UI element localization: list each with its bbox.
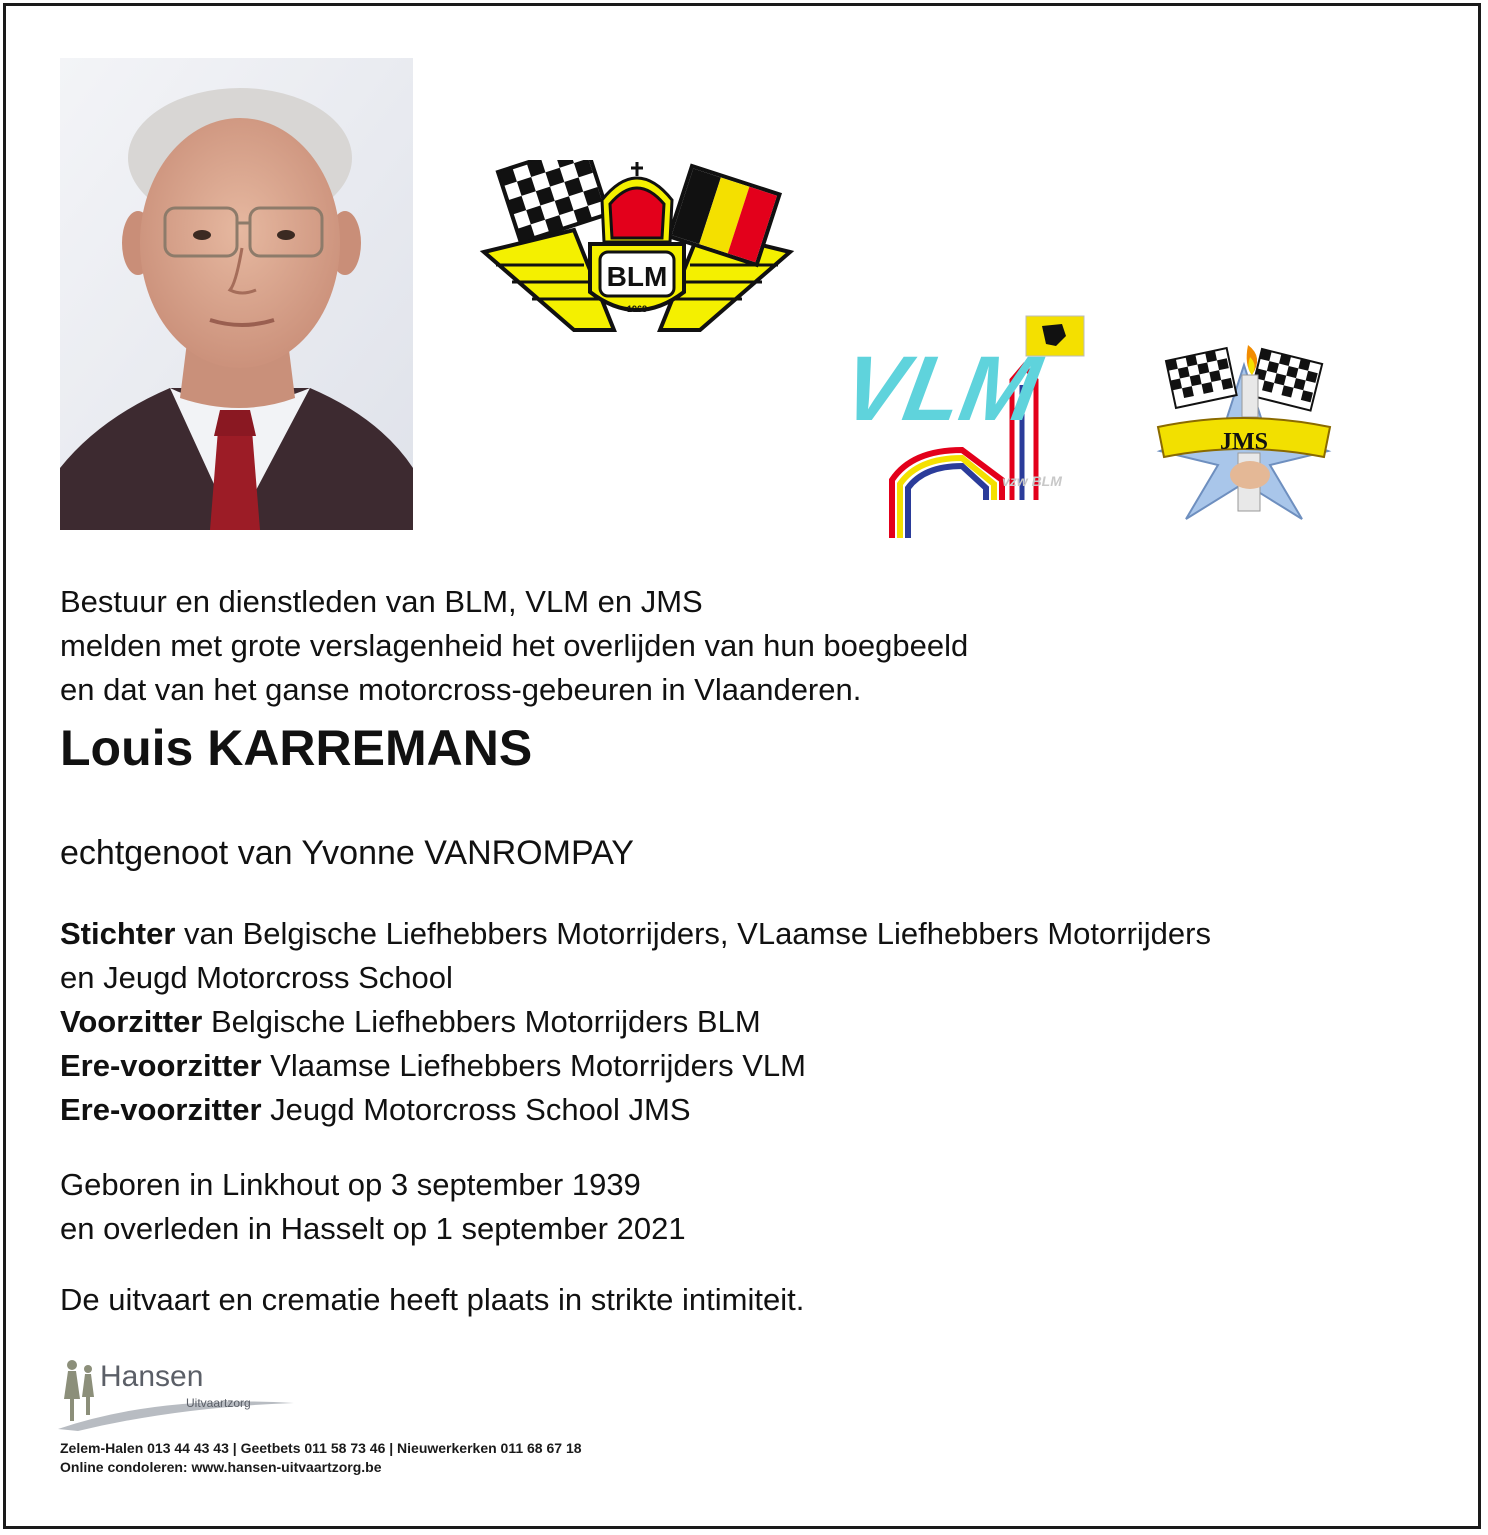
role-line [60,912,1211,956]
intro-line: Bestuur en dienstleden van BLM, VLM en JMS [60,584,703,619]
vlm-logo [852,310,1090,540]
jms-logo [1152,335,1336,521]
funeral-notice: De uitvaart en crematie heeft plaats in strikte intimiteit. [60,1282,805,1317]
deceased-name: Louis KARREMANS [60,720,533,776]
role-text: Vlaamse Liefhebbers Motorrijders VLM [261,1048,806,1083]
contact-phones: Zelem-Halen 013 44 43 43 | Geetbets 011 58 73 46 | Nieuwerkerken 011 68 67 18 [60,1440,582,1456]
death-line: en overleden in Hasselt op 1 september 2021 [60,1211,686,1246]
life-dates [60,1163,686,1251]
role-title: Ere-voorzitter [60,1048,262,1083]
portrait-photo [60,58,413,530]
role-line [60,1088,1211,1132]
birth-line: Geboren in Linkhout op 3 september 1939 [60,1167,641,1202]
role-title: Stichter [60,916,176,951]
role-line [60,1044,1211,1088]
intro-line: melden met grote verslagenheid het overlijden van hun boegbeeld [60,628,969,663]
online-condolences-link[interactable]: Online condoleren: www.hansen-uitvaartzorg.be [60,1459,382,1475]
roles-list [60,912,1211,1132]
blm-logo-year: 1968 [626,304,648,314]
vlm-logo-text: VLM [852,336,1048,440]
undertaker-subtitle: Uitvaartzorg [186,1396,251,1410]
jms-logo-text: JMS [1220,429,1268,455]
role-title: Ere-voorzitter [60,1092,262,1127]
role-text: en Jeugd Motorcross School [60,960,453,995]
blm-logo-text: BLM [606,261,668,292]
blm-logo [474,160,800,332]
undertaker-contact [60,1439,582,1477]
role-title: Voorzitter [60,1004,203,1039]
role-text: Jeugd Motorcross School JMS [261,1092,691,1127]
intro-line: en dat van het ganse motorcross-gebeuren in Vlaanderen. [60,672,862,707]
spouse-line: echtgenoot van Yvonne VANROMPAY [60,834,634,872]
role-text: van Belgische Liefhebbers Motorrijders, VLaamse Liefhebbers Motorrijders [175,916,1211,951]
role-line [60,1000,1211,1044]
undertaker-name: Hansen [100,1360,204,1393]
vlm-logo-subtitle: vzw BLM [1002,473,1062,489]
role-text: Belgische Liefhebbers Motorrijders BLM [202,1004,761,1039]
role-line [60,956,1211,1000]
intro-text [60,580,968,712]
